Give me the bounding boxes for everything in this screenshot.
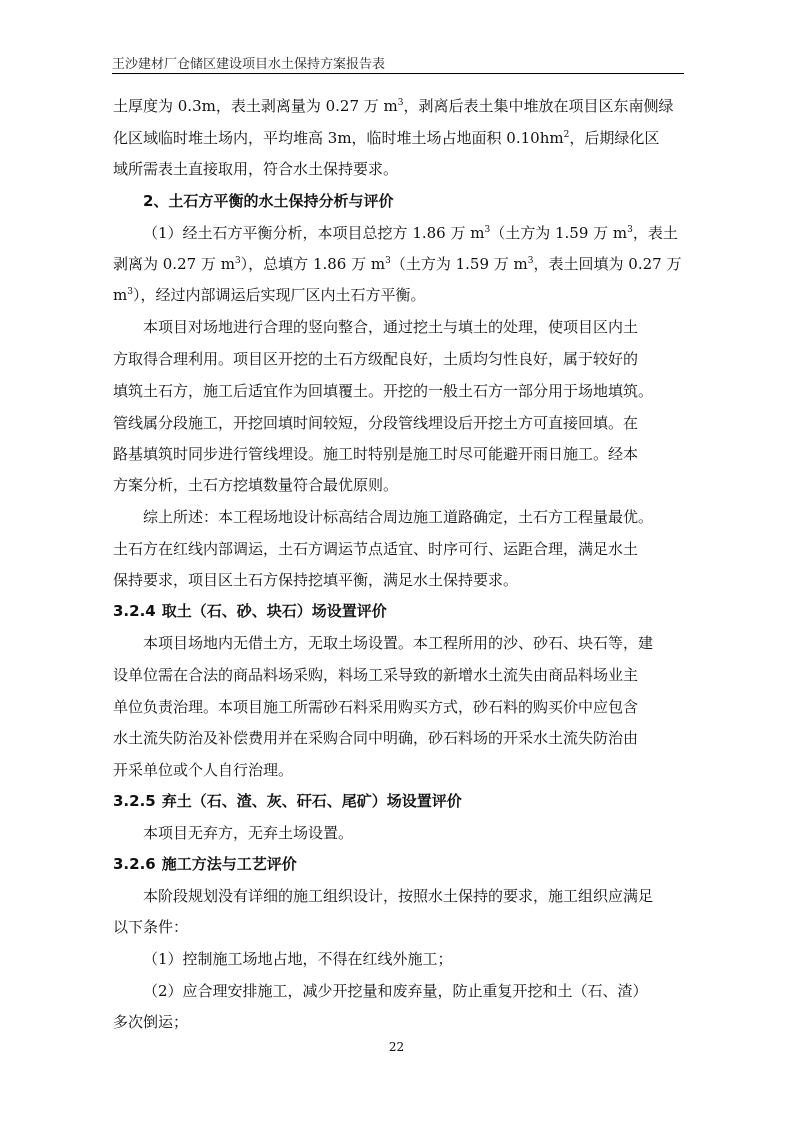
section-heading-3-2-6: 3.2.6 施工方法与工艺评价 (113, 855, 297, 873)
section-heading-balance: 2、土石方平衡的水土保持分析与评价 (143, 192, 394, 210)
text-line: 单位负责治理。本项目施工所需砂石料采用购买方式，砂石料的购买价中应包含 (113, 698, 639, 716)
section-heading-3-2-4: 3.2.4 取土（石、砂、块石）场设置评价 (113, 602, 387, 620)
text-line: 化区域临时堆土场内，平均堆高 3m，临时堆土场占地面积 $0.10hm^2$，后期绿化区 (113, 129, 660, 147)
header-rule (112, 73, 684, 74)
section-heading-3-2-5: 3.2.5 弃土（石、渣、灰、矸石、尾矿）场设置评价 (113, 792, 462, 810)
text-line: 开采单位或个人自行治理。 (113, 761, 294, 779)
text-line: 土石方在红线内部调运，土石方调运节点适宜、时序可行、运距合理，满足水土 (113, 540, 639, 558)
text-line: 本项目对场地进行合理的竖向整合，通过挖土与填土的处理，使项目区内土 (143, 318, 639, 336)
text-line: $m^3$），经过内部调运后实现厂区内土石方平衡。 (113, 286, 426, 304)
text-line: 填筑土石方，施工后适宜作为回填覆土。开挖的一般土石方一部分用于场地填筑。 (113, 382, 654, 400)
text-line: （1）经土石方平衡分析，本项目总挖方 1.86 万 $m^3$（土方为 1.59 万 $m^3$，表土 (143, 224, 678, 242)
text-line: 本项目场地内无借土方，无取土场设置。本工程所用的沙、砂石、块石等，建 (143, 634, 654, 652)
list-item: （2）应合理安排施工，减少开挖量和废弃量，防止重复开挖和土（石、渣） (143, 982, 648, 1000)
text-line: 路基填筑时同步进行管线埋设。施工时特别是施工时尽可能避开雨日施工。经本 (113, 445, 639, 463)
text-line: 水土流失防治及补偿费用并在采购合同中明确，砂石料场的开采水土流失防治由 (113, 729, 639, 747)
text-line: 设单位需在合法的商品料场采购，料场工采导致的新增水土流失由商品料场业主 (113, 666, 639, 684)
list-item: （1）控制施工场地占地，不得在红线外施工； (143, 950, 453, 968)
text-line: 保持要求，项目区土石方保持挖填平衡，满足水土保持要求。 (113, 571, 519, 589)
text-line: 管线属分段施工，开挖回填时间较短，分段管线埋设后开挖土方可直接回填。在 (113, 414, 639, 432)
text-line: 方取得合理利用。项目区开挖的土石方级配良好，土质均匀性良好，属于较好的 (113, 350, 639, 368)
page-number: 22 (388, 1040, 405, 1054)
text-line: 土厚度为 0.3m，表土剥离量为 0.27 万 $m^3$，剥离后表土集中堆放在项目区东南侧绿 (113, 97, 674, 115)
text-line: 以下条件： (113, 918, 189, 936)
text-line: 方案分析，土石方挖填数量符合最优原则。 (113, 476, 399, 494)
text-line: 多次倒运； (113, 1013, 189, 1031)
text-line: 剥离为 0.27 万 $m^3$），总填方 1.86 万 $m^3$（土方为 1.59 万 $m^3$，表土回填为 0.27 万 (113, 255, 682, 273)
text-line: 本项目无弃方，无弃土场设置。 (143, 824, 354, 842)
text-line: 综上所述：本工程场地设计标高结合周边施工道路确定，土石方工程量最优。 (143, 508, 654, 526)
text-line: 本阶段规划没有详细的施工组织设计，按照水土保持的要求，施工组织应满足 (143, 887, 654, 905)
running-header: 王沙建材厂仓储区建设项目水土保持方案报告表 (112, 57, 386, 72)
text-line: 域所需表土直接取用，符合水土保持要求。 (113, 160, 399, 178)
